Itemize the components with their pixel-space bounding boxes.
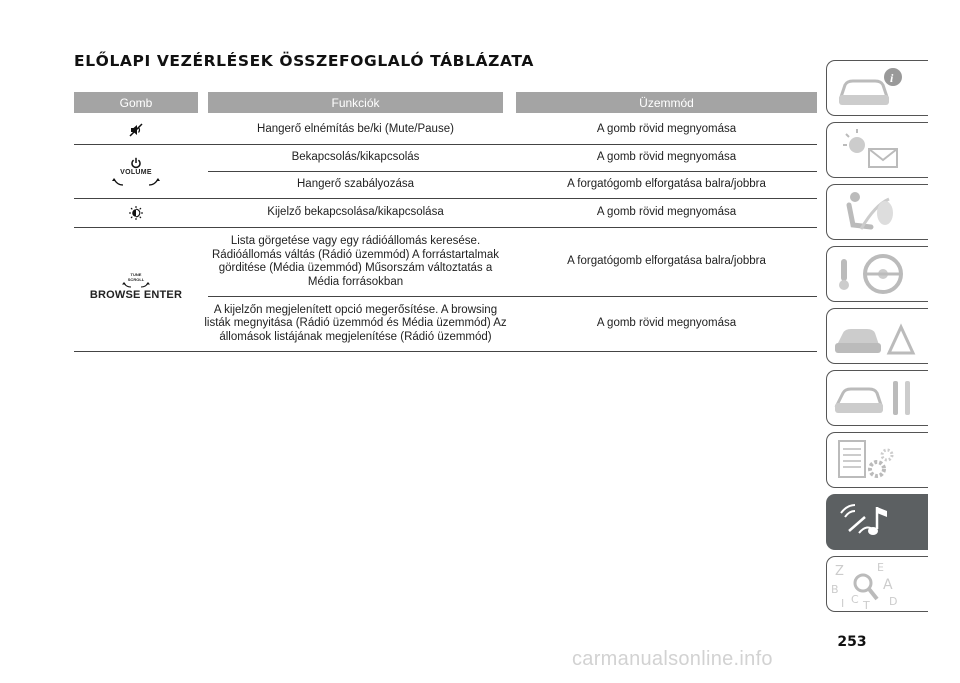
svg-text:E: E (877, 561, 884, 574)
row-1-function: Hangerő elnémítás be/ki (Mute/Pause) (257, 123, 454, 136)
row-divider (208, 171, 817, 172)
tab-index[interactable] (826, 556, 928, 612)
key-steering-wheel-icon (827, 247, 927, 301)
row-3-function: Hangerő szabályozása (297, 178, 414, 191)
svg-text:A: A (883, 577, 893, 593)
multimedia-icon (827, 495, 927, 549)
svg-text:T: T (863, 599, 870, 611)
row-6-mode: A gomb rövid megnyomása (596, 317, 737, 330)
row-3-mode: A forgatógomb elforgatása balra/jobbra (567, 178, 766, 191)
row-1-mode: A gomb rövid megnyomása (596, 123, 737, 136)
row-4-function: Kijelző bekapcsolása/kikapcsolása (267, 206, 444, 219)
row-5-function: Lista görgetése vagy egy rádióállomás keresése. Rádióállomás váltás (Rádió üzemmód) A forrástartalmak görditése (Média üzemmód) Műsorszám változtatás a Média forrásokban (212, 235, 499, 288)
header-functions: Funkciók (208, 92, 503, 113)
rotate-arrows-icon (111, 177, 161, 187)
tab-warning-lights[interactable] (826, 122, 928, 178)
svg-text:B: B (831, 583, 839, 596)
scroll-label: SCROLL (127, 276, 145, 282)
technical-data-list-icon (827, 433, 927, 487)
browse-enter-knob-icon (74, 266, 198, 306)
svg-text:I: I (841, 597, 845, 610)
row-2-function: Bekapcsolás/kikapcsolás (291, 151, 420, 164)
tab-emergency[interactable] (826, 308, 928, 364)
table-bottom-rule (74, 351, 817, 352)
row-divider (208, 296, 817, 297)
volume-knob-icon (74, 148, 198, 196)
tab-starting-driving[interactable] (826, 246, 928, 302)
row-5-mode: A forgatógomb elforgatása balra/jobbra (567, 255, 766, 268)
page-title: ELŐLAPI VEZÉRLÉSEK ÖSSZEFOGLALÓ TÁBLÁZATA (74, 52, 534, 70)
mute-icon (74, 118, 198, 142)
browse-enter-label: BROWSE ENTER (89, 288, 183, 301)
svg-text:Z: Z (835, 564, 844, 579)
row-divider (74, 144, 817, 145)
car-info-icon (827, 61, 927, 115)
warning-lights-message-icon (827, 123, 927, 177)
page-number: 253 (837, 634, 867, 650)
watermark: carmanualsonline.info (572, 648, 773, 670)
emergency-triangle-icon (827, 309, 927, 363)
rotate-arrows-icon (121, 282, 151, 289)
volume-label: VOLUME (120, 169, 152, 176)
car-tools-icon (827, 371, 927, 425)
header-button: Gomb (74, 92, 198, 113)
index-letters-icon (827, 557, 927, 611)
row-6-function: A kijelzőn megjelenített opció megerősítése. A browsing listák megnyitása (Rádió üzemmód és Média üzemmód) Az állomások listájának megjelenítése (Rádió üzemmód) (204, 303, 507, 343)
tune-label: TUNE (130, 271, 142, 277)
tab-multimedia[interactable] (826, 494, 928, 550)
display-brightness-icon (74, 201, 198, 225)
svg-text:C: C (851, 593, 859, 606)
tab-safety[interactable] (826, 184, 928, 240)
svg-text:D: D (889, 595, 898, 608)
row-4-mode: A gomb rövid megnyomása (596, 206, 737, 219)
row-divider (74, 227, 817, 228)
svg-text:i: i (890, 71, 894, 85)
seat-airbag-icon (827, 185, 927, 239)
row-2-mode: A gomb rövid megnyomása (596, 151, 737, 164)
tab-technical-data[interactable] (826, 432, 928, 488)
tab-maintenance[interactable] (826, 370, 928, 426)
row-divider (74, 198, 817, 199)
tab-car-info[interactable] (826, 60, 928, 116)
header-mode: Üzemmód (516, 92, 817, 113)
power-icon (130, 157, 142, 169)
